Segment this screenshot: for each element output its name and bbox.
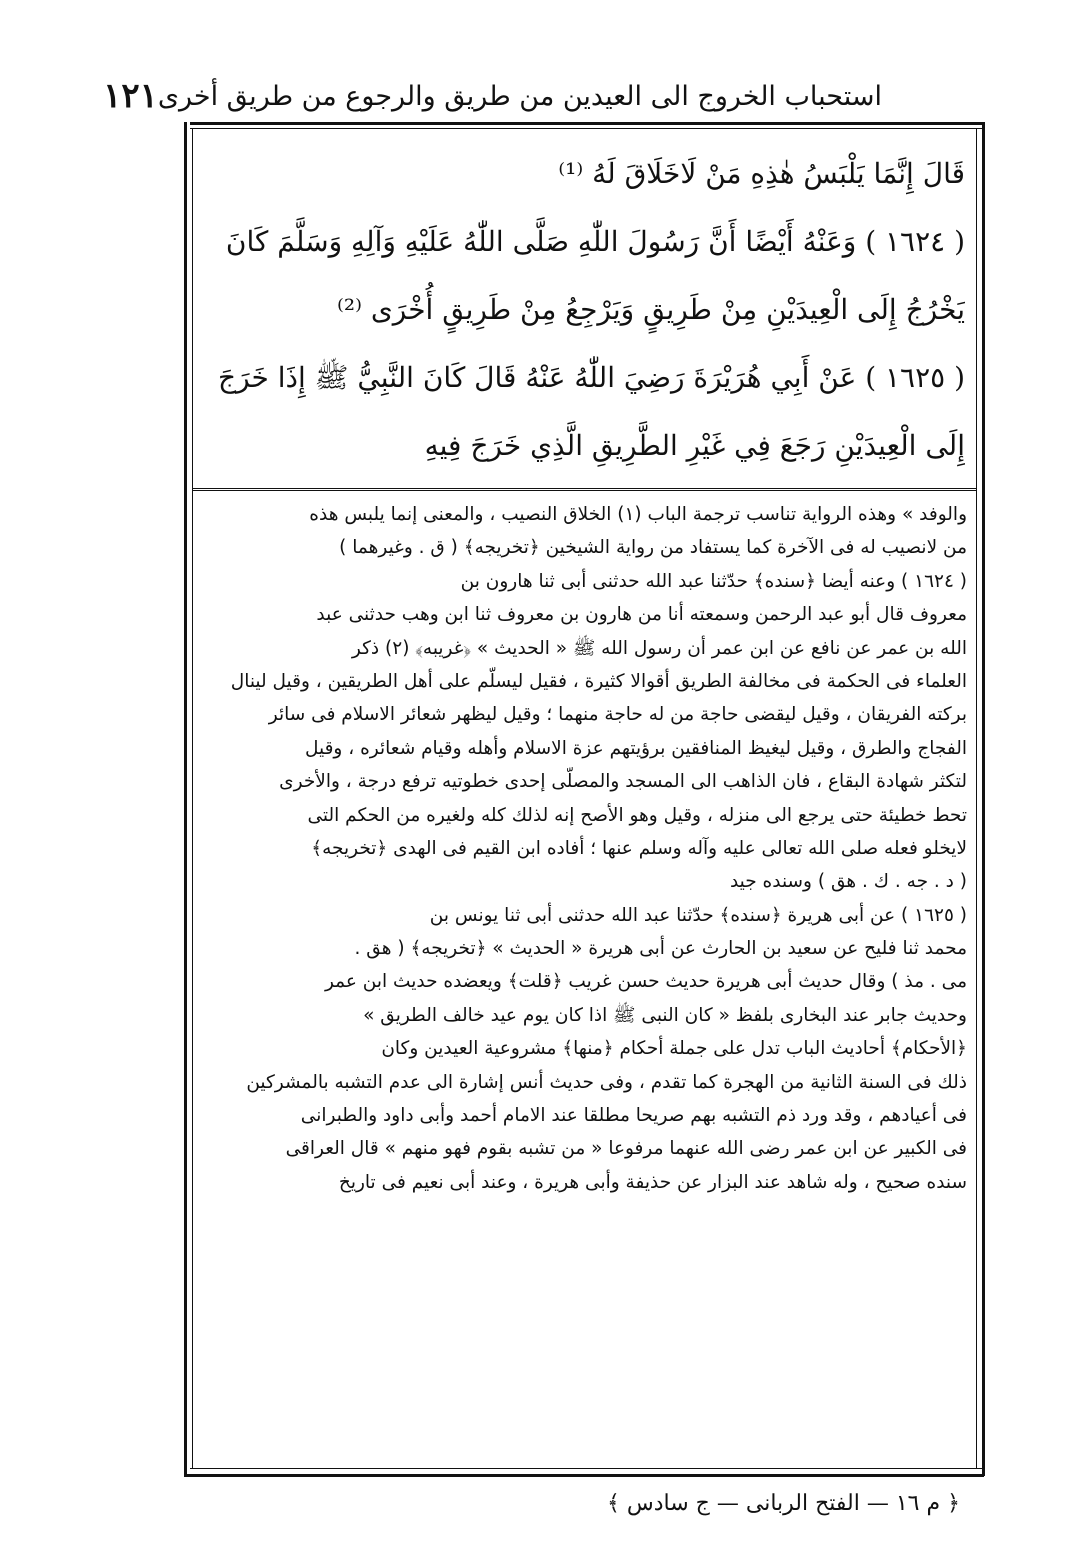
commentary-line: ﴿الأحكام﴾ أحاديث الباب تدل على جملة أحكام ﴿منها﴾ مشروعية العيدين وكان — [381, 1038, 967, 1060]
commentary-line: لتكثر شهادة البقاع ، فان الذاهب الى المسجد والمصلّى إحدى خطوتيه ترفع درجة ، والأخرى — [279, 771, 967, 793]
running-title: استحباب الخروج الى العيدين من طريق والرجوع من طريق أخرى — [157, 80, 882, 112]
frame-bottom-inner-rule — [190, 1468, 984, 1469]
running-header — [103, 70, 882, 122]
frame-top-inner-rule — [190, 128, 984, 129]
commentary-line: سنده صحيح ، وله شاهد عند البزار عن حذيفة وأبى هريرة ، وعند أبى نعيم فى تاريخ — [338, 1171, 967, 1193]
commentary-line: العلماء فى الحكمة فى مخالفة الطريق أقوالا كثيرة ، فقيل ليسلّم على أهل الطريقين ، وقيل لينال — [230, 670, 967, 692]
hadith-line: إِلَى الْعِيدَيْنِ رَجَعَ فِي غَيْرِ الطَّرِيقِ الَّذِي خَرَجَ فِيهِ — [424, 429, 965, 462]
section-divider — [192, 488, 976, 491]
frame-right-inner-rule — [976, 128, 977, 1468]
hadith-line: ( ١٦٢٥ ) عَنْ أَبِي هُرَيْرَةَ رَضِيَ اللّٰهُ عَنْهُ قَالَ كَانَ النَّبِيُّ ﷺ إِذَا خَرَجَ — [218, 361, 965, 394]
commentary-block — [205, 498, 967, 1458]
hadith-line: يَخْرُجُ إِلَى الْعِيدَيْنِ مِنْ طَرِيقٍ وَيَرْجِعُ مِنْ طَرِيقٍ أُخْرَى ⁽²⁾ — [336, 293, 965, 326]
commentary-line: فى الكبير عن ابن عمر رضى الله عنهما مرفوعا « من تشبه بقوم فهو منهم » قال العراقى — [285, 1138, 967, 1160]
frame-left-rule — [184, 122, 187, 1476]
commentary-line: ذلك فى السنة الثانية من الهجرة كما تقدم ، وفى حديث أنس إشارة الى عدم التشبه بالمشركين — [246, 1071, 967, 1093]
commentary-line: ( ١٦٢٥ ) عن أبى هريرة ﴿سنده﴾ حدّثنا عبد الله حدثنى أبى ثنا يونس بن — [429, 904, 967, 926]
frame-top-rule — [190, 122, 984, 125]
commentary-line: فى أعيادهم ، وقد ورد ذم التشبه بهم صريحا مطلقا عند الامام أحمد وأبى داود والطبرانى — [300, 1105, 967, 1127]
frame-right-rule — [982, 122, 985, 1476]
commentary-line: لايخلو فعله صلى الله تعالى عليه وآله وسلم عنها ؛ أفاده ابن القيم فى الهدى ﴿تخريجه﴾ — [311, 837, 967, 859]
hadith-line: ( ١٦٢٤ ) وَعَنْهُ أَيْضًا أَنَّ رَسُولَ اللّٰهِ صَلَّى اللّٰهُ عَلَيْهِ وَآلِهِ وَسَلَّمَ كَانَ — [225, 225, 965, 258]
commentary-line: معروف قال أبو عبد الرحمن وسمعته أنا من هارون بن معروف ثنا ابن وهب حدثنى عبد — [316, 604, 967, 626]
frame-bottom-rule — [184, 1474, 984, 1477]
signature-mark: ﴿ م ١٦ — الفتح الربانى — ج سادس ﴾ — [607, 1491, 960, 1516]
commentary-line: بركته الفريقان ، وقيل ليقضى حاجة من له حاجة منهما ؛ وقيل ليظهر شعائر الاسلام فى سائر — [268, 704, 967, 726]
commentary-line: مى . مذ ) وقال حديث أبى هريرة حديث حسن غريب ﴿قلت﴾ ويعضده حديث ابن عمر — [324, 971, 967, 993]
commentary-line: تحط خطيئة حتى يرجع الى منزله ، وقيل وهو الأصح إنه لذلك كله ولغيره من الحكم التى — [307, 804, 967, 826]
hadith-line: قَالَ إِنَّمَا يَلْبَسُ هٰذِهِ مَنْ لَاخَلَاقَ لَهُ ⁽¹⁾ — [558, 157, 965, 190]
hadith-text-block — [205, 140, 965, 485]
page-number: ١٢١ — [103, 76, 158, 116]
commentary-line: والوفد » وهذه الرواية تناسب ترجمة الباب (١) الخلاق النصيب ، والمعنى إنما يلبس هذه — [309, 504, 967, 525]
commentary-line: الله بن عمر عن نافع عن ابن عمر أن رسول الله ﷺ « الحديث » ﴿غريبه﴾ (٢) ذكر — [351, 637, 967, 659]
commentary-line: من لانصيب له فى الآخرة كما يستفاد من رواية الشيخين ﴿تخريجه﴾ ( ق . وغيرهما ) — [339, 537, 967, 559]
commentary-line: وحديث جابر عند البخارى بلفظ « كان النبى ﷺ اذا كان يوم عيد خالف الطريق » — [363, 1004, 967, 1026]
commentary-line: محمد ثنا فليح عن سعيد بن الحارث عن أبى هريرة « الحديث » ﴿تخريجه﴾ ( هق . — [354, 938, 967, 960]
frame-left-inner-rule — [192, 128, 193, 1468]
commentary-line: ( ١٦٢٤ ) وعنه أيضا ﴿سنده﴾ حدّثنا عبد الله حدثنى أبى ثنا هارون بن — [460, 570, 967, 592]
commentary-line: ( د . جه . ك . هق ) وسنده جيد — [729, 871, 967, 893]
commentary-line: الفجاج والطرق ، وقيل ليغيظ المنافقين برؤيتهم عزة الاسلام وأهله وقيام شعائره ، وقيل — [305, 737, 967, 759]
